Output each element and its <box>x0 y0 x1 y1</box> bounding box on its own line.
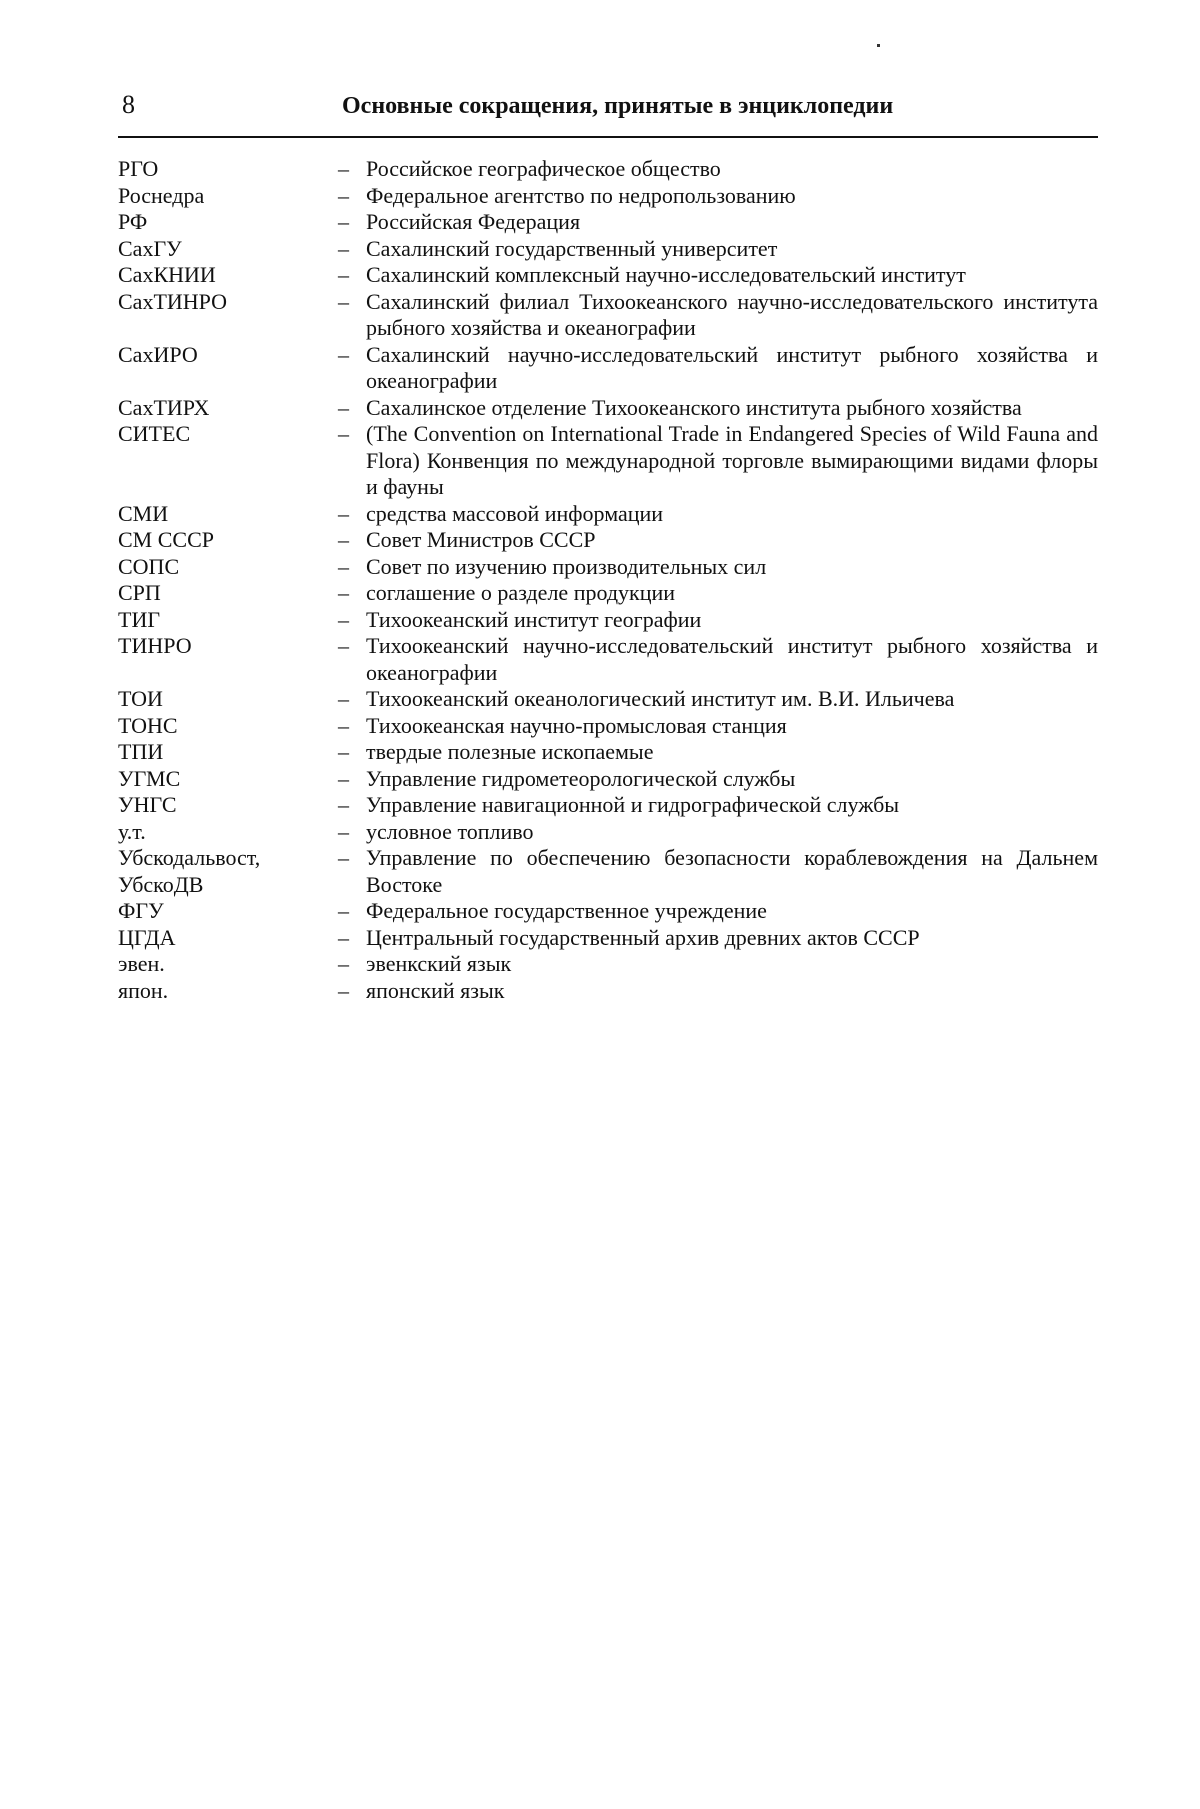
definition: Российское географическое общество <box>366 156 1098 183</box>
abbreviation-entry <box>118 845 1098 898</box>
dash: – <box>330 236 366 263</box>
abbreviation-entry <box>118 580 1098 607</box>
abbreviation-entry <box>118 713 1098 740</box>
abbreviation: ТОНС <box>118 713 330 740</box>
definition: Управление по обеспечению безопасности кораблевождения на Дальнем Востоке <box>366 845 1098 898</box>
definition: Федеральное государственное учреждение <box>366 898 1098 925</box>
dash: – <box>330 580 366 607</box>
abbreviation-entry <box>118 739 1098 766</box>
dash: – <box>330 925 366 952</box>
dash: – <box>330 766 366 793</box>
abbreviation-entry <box>118 501 1098 528</box>
definition: Сахалинское отделение Тихоокеанского института рыбного хо­зяйства <box>366 395 1098 422</box>
abbreviation: СРП <box>118 580 330 607</box>
abbreviation-entry <box>118 766 1098 793</box>
dash: – <box>330 686 366 713</box>
definition: эвенкский язык <box>366 951 1098 978</box>
dash: – <box>330 421 366 448</box>
abbreviation-entry <box>118 156 1098 183</box>
dash: – <box>330 395 366 422</box>
abbreviation-entry <box>118 527 1098 554</box>
dash: – <box>330 289 366 316</box>
running-head: Основные сокращения, принятые в энциклопедии <box>342 92 893 120</box>
abbreviation: ТИГ <box>118 607 330 634</box>
abbreviation-entry <box>118 209 1098 236</box>
dash: – <box>330 607 366 634</box>
dash: – <box>330 819 366 846</box>
definition: Тихоокеанский научно-исследовательский институт рыбного хозяйства и океанографии <box>366 633 1098 686</box>
definition: Тихоокеанский океанологический институт им. В.И. Ильичева <box>366 686 1098 713</box>
abbreviation-entry <box>118 289 1098 342</box>
abbreviation-entry <box>118 236 1098 263</box>
abbreviation: ФГУ <box>118 898 330 925</box>
abbreviation: СОПС <box>118 554 330 581</box>
abbreviation: ТПИ <box>118 739 330 766</box>
definition: Тихоокеанский институт географии <box>366 607 1098 634</box>
abbreviation: УНГС <box>118 792 330 819</box>
dash: – <box>330 183 366 210</box>
dash: – <box>330 527 366 554</box>
dash: – <box>330 792 366 819</box>
abbreviation: СахКНИИ <box>118 262 330 289</box>
definition: (The Convention on International Trade in Endangered Species of Wild Fauna and Flora) Конвенция по международной торговле вымирающими видами флоры и фауны <box>366 421 1098 501</box>
abbreviation-entry <box>118 395 1098 422</box>
abbreviation: СахИРО <box>118 342 330 369</box>
abbreviation: ЦГДА <box>118 925 330 952</box>
abbreviation-entry <box>118 607 1098 634</box>
definition: Сахалинский филиал Тихоокеанского научно-исследовательско­го института рыбного хозяйства и океанографии <box>366 289 1098 342</box>
dash: – <box>330 501 366 528</box>
abbreviation-entry <box>118 342 1098 395</box>
abbreviation-entry <box>118 262 1098 289</box>
abbreviation: СМИ <box>118 501 330 528</box>
definition: соглашение о разделе продукции <box>366 580 1098 607</box>
definition: условное топливо <box>366 819 1098 846</box>
scan-speck <box>877 44 880 47</box>
dash: – <box>330 262 366 289</box>
definition: Центральный государственный архив древних актов СССР <box>366 925 1098 952</box>
dash: – <box>330 978 366 1005</box>
abbreviation-entry <box>118 792 1098 819</box>
abbreviation: РФ <box>118 209 330 236</box>
document-page <box>0 0 1200 1809</box>
dash: – <box>330 739 366 766</box>
definition: Федеральное агентство по недропользованию <box>366 183 1098 210</box>
dash: – <box>330 156 366 183</box>
dash: – <box>330 554 366 581</box>
abbreviation-entry <box>118 951 1098 978</box>
abbreviation: СМ СССР <box>118 527 330 554</box>
dash: – <box>330 342 366 369</box>
definition: Российская Федерация <box>366 209 1098 236</box>
abbreviation: УГМС <box>118 766 330 793</box>
abbreviation-entry <box>118 819 1098 846</box>
abbreviation-entry <box>118 925 1098 952</box>
abbreviation-entry <box>118 686 1098 713</box>
definition: Управление гидрометеорологической службы <box>366 766 1098 793</box>
dash: – <box>330 845 366 872</box>
abbreviation: РГО <box>118 156 330 183</box>
dash: – <box>330 898 366 925</box>
definition: средства массовой информации <box>366 501 1098 528</box>
abbreviation-entry <box>118 978 1098 1005</box>
abbreviation: СахТИНРО <box>118 289 330 316</box>
page-header <box>118 92 1098 136</box>
definition: Тихоокеанская научно-промысловая станция <box>366 713 1098 740</box>
definition: твердые полезные ископаемые <box>366 739 1098 766</box>
abbreviation-entry <box>118 633 1098 686</box>
definition: Сахалинский государственный университет <box>366 236 1098 263</box>
abbreviation: ТОИ <box>118 686 330 713</box>
abbreviation: СахТИРХ <box>118 395 330 422</box>
abbreviation: эвен. <box>118 951 330 978</box>
abbreviation-entry <box>118 554 1098 581</box>
abbreviation: Роснедра <box>118 183 330 210</box>
abbreviation-entry <box>118 183 1098 210</box>
dash: – <box>330 209 366 236</box>
dash: – <box>330 951 366 978</box>
definition: Сахалинский комплексный научно-исследовательский институт <box>366 262 1098 289</box>
abbreviation-entry <box>118 898 1098 925</box>
abbreviation: ТИНРО <box>118 633 330 660</box>
definition: Сахалинский научно-исследовательский институт рыбного хо­зяйства и океанографии <box>366 342 1098 395</box>
abbreviation: СахГУ <box>118 236 330 263</box>
page-number: 8 <box>122 92 135 118</box>
dash: – <box>330 633 366 660</box>
header-rule <box>118 136 1098 138</box>
dash: – <box>330 713 366 740</box>
definition: японский язык <box>366 978 1098 1005</box>
definition: Совет по изучению производительных сил <box>366 554 1098 581</box>
abbreviation: у.т. <box>118 819 330 846</box>
abbreviation: Убскодальвост, УбскоДВ <box>118 845 330 898</box>
abbreviation: СИТЕС <box>118 421 330 448</box>
definition: Совет Министров СССР <box>366 527 1098 554</box>
abbreviation-entry <box>118 421 1098 501</box>
definition: Управление навигационной и гидрографической службы <box>366 792 1098 819</box>
abbreviation-list <box>118 156 1098 1004</box>
abbreviation: япон. <box>118 978 330 1005</box>
